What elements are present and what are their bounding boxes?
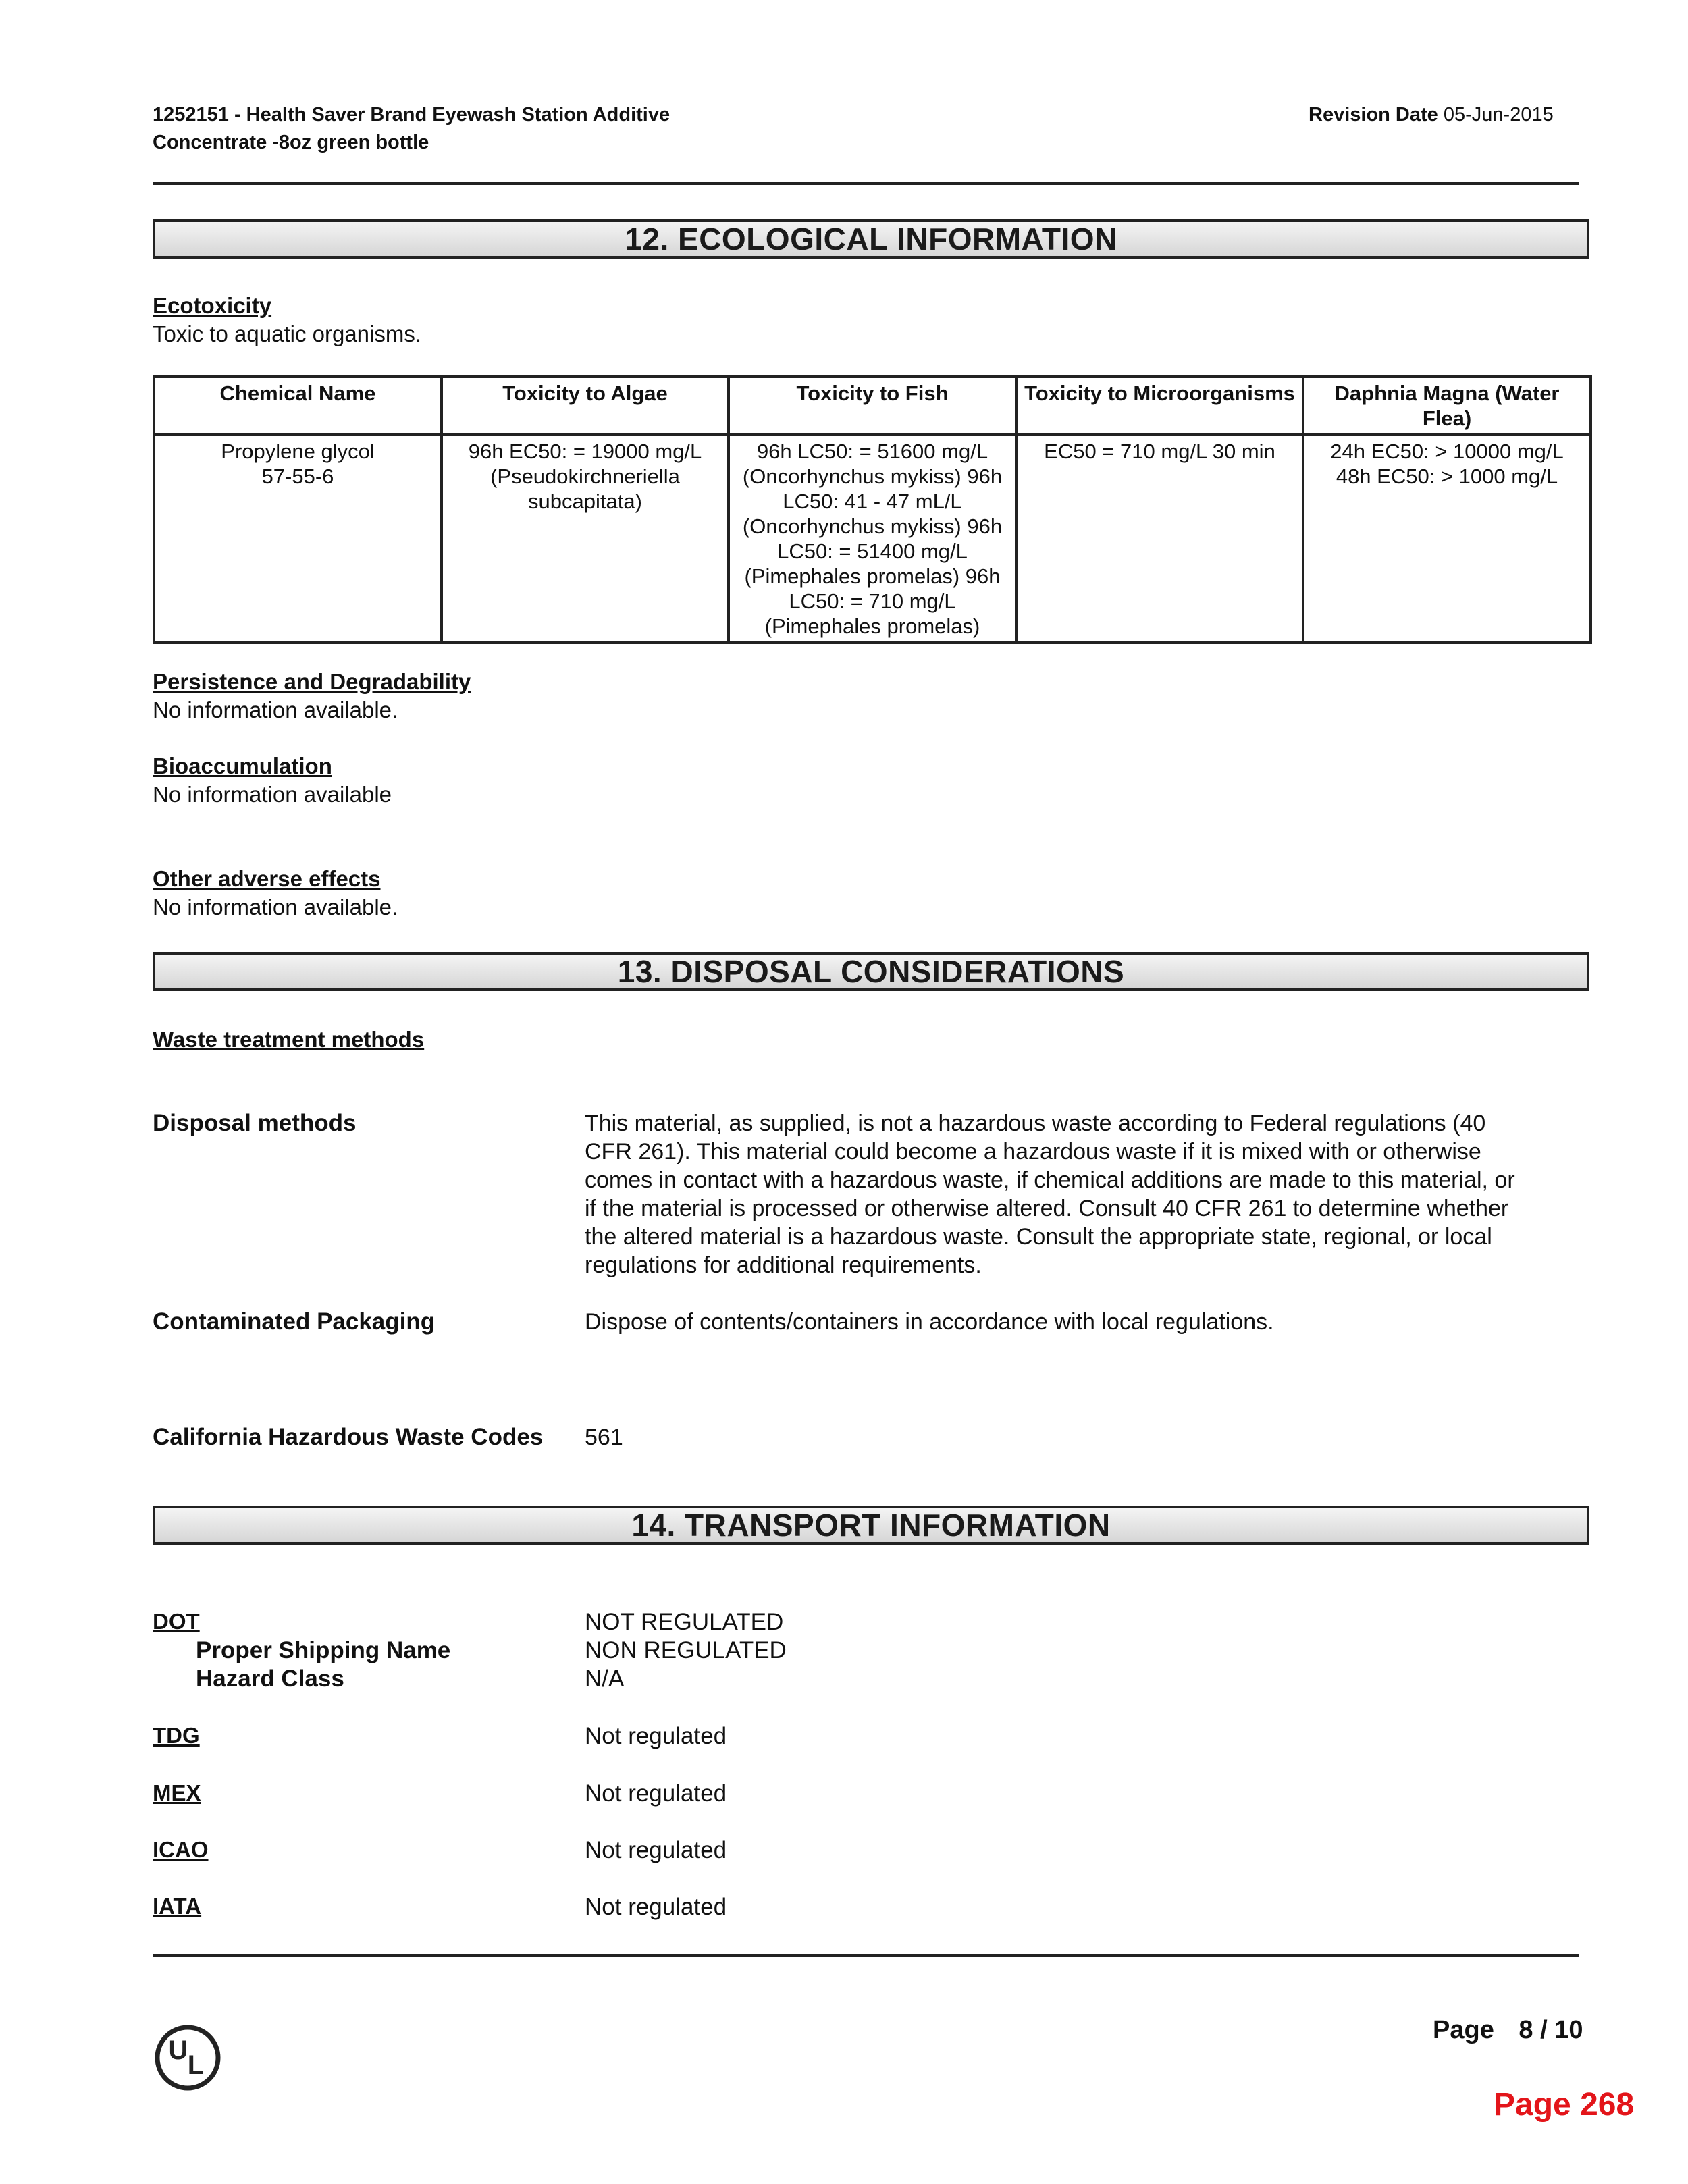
hazard-class-value: N/A (585, 1666, 625, 1692)
col-toxicity-microorganisms: Toxicity to Microorganisms (1016, 377, 1303, 435)
iata-heading: IATA (153, 1894, 202, 1919)
section-14-title: 14. TRANSPORT INFORMATION (631, 1508, 1111, 1543)
cell-microorganisms: EC50 = 710 mg/L 30 min (1016, 435, 1303, 643)
section-12-title: 12. ECOLOGICAL INFORMATION (625, 221, 1117, 257)
cell-chemical (154, 435, 442, 643)
ul-logo-u: U (168, 2035, 188, 2065)
ecotoxicity-heading: Ecotoxicity (153, 293, 272, 318)
ecotoxicity-text: Toxic to aquatic organisms. (153, 321, 422, 346)
disposal-line: comes in contact with a hazardous waste, if chemical additions are made to this material, or (585, 1167, 1515, 1193)
mex-heading: MEX (153, 1780, 201, 1805)
cell-algae: 96h EC50: = 19000 mg/L (Pseudokirchneriella subcapitata) (442, 435, 729, 643)
chemical-cas: 57-55-6 (261, 464, 334, 488)
section-13-title: 13. DISPOSAL CONSIDERATIONS (617, 954, 1125, 989)
california-waste-codes-value: 561 (585, 1424, 623, 1450)
ul-logo-icon (154, 2024, 221, 2092)
header-divider (153, 182, 1579, 185)
footer-divider (153, 1954, 1579, 1957)
page-label: Page (1433, 2016, 1494, 2044)
section-12-bar (153, 219, 1589, 259)
persistence-heading: Persistence and Degradability (153, 669, 471, 694)
waste-treatment-heading: Waste treatment methods (153, 1027, 425, 1052)
disposal-line: the altered material is a hazardous waste. Consult the appropriate state, regional, or local (585, 1224, 1492, 1250)
icao-value: Not regulated (585, 1837, 727, 1863)
proper-shipping-name-label: Proper Shipping Name (196, 1637, 451, 1663)
col-toxicity-algae: Toxicity to Algae (442, 377, 729, 435)
page-number (1433, 2016, 1583, 2045)
col-toxicity-fish: Toxicity to Fish (729, 377, 1016, 435)
header-revision (1309, 101, 1554, 129)
daphnia-line2: 48h EC50: > 1000 mg/L (1336, 464, 1558, 488)
mex-value: Not regulated (585, 1780, 727, 1807)
ul-logo-l: L (187, 2050, 205, 2080)
col-daphnia-magna: Daphnia Magna (Water Flea) (1303, 377, 1591, 435)
persistence-text: No information available. (153, 697, 398, 722)
iata-value: Not regulated (585, 1894, 727, 1920)
toxicity-table (153, 375, 1592, 644)
header-product-line2: Concentrate -8oz green bottle (153, 132, 429, 153)
contaminated-packaging-text: Dispose of contents/containers in accordance with local regulations. (585, 1309, 1274, 1335)
cell-daphnia (1303, 435, 1591, 643)
revision-date: 05-Jun-2015 (1443, 104, 1554, 126)
proper-shipping-name-value: NON REGULATED (585, 1637, 787, 1663)
dot-value: NOT REGULATED (585, 1609, 784, 1635)
other-effects-heading: Other adverse effects (153, 866, 381, 891)
hazard-class-label: Hazard Class (196, 1666, 344, 1692)
section-13-bar (153, 952, 1589, 991)
disposal-methods-label: Disposal methods (153, 1110, 357, 1136)
toxicity-table-header (154, 377, 1591, 435)
chemical-name: Propylene glycol (221, 440, 375, 463)
dot-heading: DOT (153, 1609, 200, 1634)
section-14-bar (153, 1506, 1589, 1545)
revision-label: Revision Date (1309, 104, 1438, 126)
page-value: 8 / 10 (1519, 2016, 1583, 2044)
col-chemical-name: Chemical Name (154, 377, 442, 435)
disposal-line: if the material is processed or otherwise altered. Consult 40 CFR 261 to determine whether (585, 1196, 1509, 1221)
contaminated-packaging-label: Contaminated Packaging (153, 1308, 436, 1335)
page-stamp: Page 268 (1494, 2087, 1635, 2123)
other-effects-text: No information available. (153, 895, 398, 920)
tdg-value: Not regulated (585, 1723, 727, 1749)
bioaccumulation-text: No information available (153, 782, 392, 807)
header-product-line1: 1252151 - Health Saver Brand Eyewash Station Additive (153, 104, 670, 126)
bioaccumulation-heading: Bioaccumulation (153, 753, 332, 778)
disposal-line: regulations for additional requirements. (585, 1252, 982, 1278)
disposal-methods-text (585, 1109, 1591, 1279)
table-row (154, 435, 1591, 643)
disposal-line: This material, as supplied, is not a hazardous waste according to Federal regulations (40 (585, 1111, 1486, 1136)
california-waste-codes-label: California Hazardous Waste Codes (153, 1424, 544, 1450)
disposal-line: CFR 261). This material could become a hazardous waste if it is mixed with or otherwise (585, 1139, 1481, 1165)
cell-fish: 96h LC50: = 51600 mg/L (Oncorhynchus mykiss) 96h LC50: 41 - 47 mL/L (Oncorhynchus mykiss) 96h LC50: = 51400 mg/L (Pimephales promelas) 96h LC50: = 710 mg/L (Pimephales promelas) (729, 435, 1016, 643)
tdg-heading: TDG (153, 1723, 200, 1748)
daphnia-line1: 24h EC50: > 10000 mg/L (1330, 440, 1564, 463)
icao-heading: ICAO (153, 1837, 209, 1862)
